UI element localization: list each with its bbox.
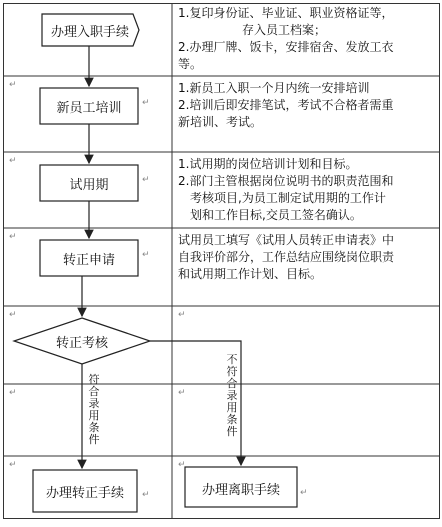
paragraph-mark: ↵ xyxy=(9,156,17,166)
step-3-description xyxy=(178,156,436,224)
end-fail-label: 办理离职手续 xyxy=(201,483,280,498)
label-char: 符 xyxy=(226,365,238,378)
step-1-description xyxy=(178,5,436,73)
label-char: 用 xyxy=(226,401,238,414)
desc-line: 划和工作目标,交员工签名确认。 xyxy=(190,208,362,222)
end-pass-label: 办理转正手续 xyxy=(45,486,124,501)
step-4-description xyxy=(178,232,436,283)
desc-line: 1.新员工入职一个月内统一安排培训 xyxy=(178,81,370,95)
label-char: 条 xyxy=(226,413,238,426)
paragraph-mark: ↵ xyxy=(142,490,150,500)
label-char: 符 xyxy=(88,373,100,386)
step-1-label: 办理入职手续 xyxy=(50,25,129,40)
fail-condition-label xyxy=(226,354,238,438)
step-2-description xyxy=(178,80,436,131)
label-char: 件 xyxy=(88,433,100,446)
paragraph-mark: ↵ xyxy=(9,232,17,242)
desc-line: 考核项目,为员工制定试用期的工作计 xyxy=(190,191,386,205)
desc-line: 2.培训后即安排笔试，考试不合格者需重 xyxy=(178,98,394,112)
desc-line: 1.试用期的岗位培训计划和目标。 xyxy=(178,157,358,171)
paragraph-mark: ↵ xyxy=(300,488,308,498)
label-char: 合 xyxy=(88,385,100,398)
desc-line: 存入员工档案； xyxy=(242,23,327,37)
label-char: 件 xyxy=(226,425,238,438)
paragraph-mark: ↵ xyxy=(178,460,186,470)
paragraph-mark: ↵ xyxy=(9,460,17,470)
paragraph-mark: ↵ xyxy=(178,310,186,320)
paragraph-mark: ↵ xyxy=(9,80,17,90)
label-char: 条 xyxy=(88,421,100,434)
desc-line: 2.部门主管根据岗位说明书的职责范围和 xyxy=(178,174,394,188)
desc-line: 2.办理厂牌、饭卡，安排宿舍、发放工衣 xyxy=(178,40,394,54)
pass-condition-label xyxy=(88,374,100,446)
label-char: 录 xyxy=(88,397,100,410)
desc-line: 新培训、考试。 xyxy=(178,115,263,129)
label-char: 录 xyxy=(226,389,238,402)
step-2-label: 新员工培训 xyxy=(56,101,122,116)
label-char: 用 xyxy=(88,409,100,422)
label-char: 不 xyxy=(226,353,238,366)
paragraph-mark: ↵ xyxy=(142,98,150,108)
label-char: 合 xyxy=(226,377,238,390)
decision-label: 转正考核 xyxy=(55,336,108,351)
desc-line: 试用员工填写《试用人员转正申请表》中 xyxy=(178,233,395,247)
desc-line: 等。 xyxy=(178,57,203,71)
step-3-label: 试用期 xyxy=(69,178,109,193)
paragraph-mark: ↵ xyxy=(142,250,150,260)
desc-line: 自我评价部分，工作总结应围绕岗位职责 xyxy=(178,250,395,264)
desc-line: 和试用期工作计划、目标。 xyxy=(178,267,323,281)
paragraph-mark: ↵ xyxy=(9,310,17,320)
paragraph-mark: ↵ xyxy=(9,388,17,398)
desc-line: 1.复印身份证、毕业证、职业资格证等， xyxy=(178,6,394,20)
paragraph-mark: ↵ xyxy=(178,388,186,398)
paragraph-mark: ↵ xyxy=(142,175,150,185)
step-4-label: 转正申请 xyxy=(62,253,115,268)
